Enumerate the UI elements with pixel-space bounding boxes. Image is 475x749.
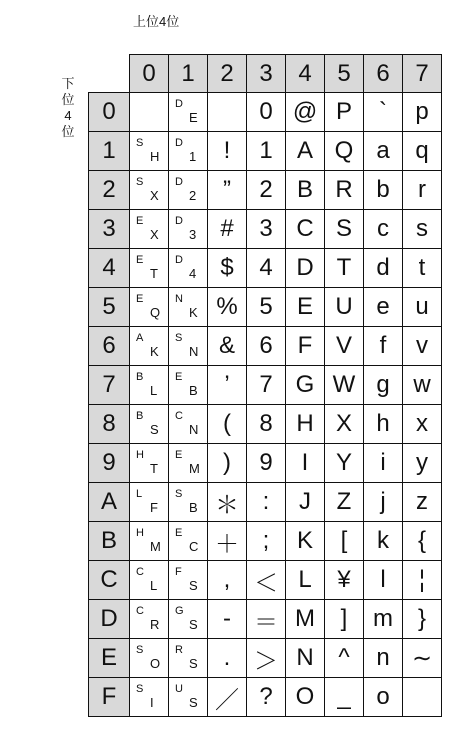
row-header: 3 — [89, 210, 130, 249]
char-cell: ’ — [208, 366, 247, 405]
table-corner — [89, 55, 130, 93]
char-cell: O — [286, 678, 325, 717]
control-code-cell — [169, 405, 208, 444]
control-code-cell — [169, 132, 208, 171]
control-code-upper: H — [136, 449, 144, 461]
char-cell: _ — [325, 678, 364, 717]
char-cell: z — [403, 483, 442, 522]
char-cell: p — [403, 93, 442, 132]
control-code-lower: S — [189, 656, 198, 671]
char-cell: 9 — [247, 444, 286, 483]
control-code-lower: B — [189, 500, 198, 515]
control-code-cell — [130, 522, 169, 561]
lower-title-char: 下 — [61, 76, 75, 91]
char-cell — [208, 93, 247, 132]
control-code-upper: N — [175, 293, 183, 305]
control-code-upper: U — [175, 683, 183, 695]
char-cell: L — [286, 561, 325, 600]
row-header: B — [89, 522, 130, 561]
control-code-upper: D — [175, 137, 183, 149]
char-cell: ＜ — [247, 561, 286, 600]
char-cell: ( — [208, 405, 247, 444]
char-cell: ／ — [208, 678, 247, 717]
column-header-row — [89, 55, 442, 93]
char-cell: j — [364, 483, 403, 522]
control-code-lower: 3 — [189, 227, 197, 242]
control-code-cell — [169, 327, 208, 366]
char-cell: I — [286, 444, 325, 483]
lower-title-char: 位 — [61, 92, 75, 107]
row-header: 6 — [89, 327, 130, 366]
char-cell: s — [403, 210, 442, 249]
char-cell: A — [286, 132, 325, 171]
column-header: 7 — [403, 55, 442, 93]
control-code-upper: S — [136, 644, 144, 656]
control-code-cell — [130, 249, 169, 288]
control-code-upper: E — [175, 527, 183, 539]
char-cell: u — [403, 288, 442, 327]
control-code-cell — [169, 171, 208, 210]
control-code-lower: R — [150, 617, 160, 632]
control-code-lower: M — [150, 539, 161, 554]
control-code-cell — [130, 171, 169, 210]
control-code-upper: E — [136, 293, 144, 305]
control-code-lower: X — [150, 227, 159, 242]
char-cell: $ — [208, 249, 247, 288]
char-cell: v — [403, 327, 442, 366]
lower-title-char: 位 — [61, 124, 75, 139]
table-row — [89, 678, 442, 717]
char-cell: B — [286, 171, 325, 210]
control-code-cell — [169, 639, 208, 678]
char-cell: Z — [325, 483, 364, 522]
control-code-cell — [169, 678, 208, 717]
control-code-lower: L — [150, 578, 158, 593]
control-code-cell — [130, 483, 169, 522]
control-code-lower: 1 — [189, 149, 197, 164]
row-header: A — [89, 483, 130, 522]
control-code-cell — [130, 561, 169, 600]
control-code-lower: X — [150, 188, 159, 203]
lower-4bit-title — [58, 76, 78, 140]
control-code-cell — [169, 600, 208, 639]
column-header: 5 — [325, 55, 364, 93]
char-cell: [ — [325, 522, 364, 561]
table-row — [89, 444, 442, 483]
row-header: 1 — [89, 132, 130, 171]
char-cell — [130, 93, 169, 132]
char-cell: , — [208, 561, 247, 600]
control-code-lower: N — [189, 422, 199, 437]
char-cell: 8 — [247, 405, 286, 444]
table-row — [89, 600, 442, 639]
control-code-cell — [130, 288, 169, 327]
char-cell: a — [364, 132, 403, 171]
table-row — [89, 171, 442, 210]
char-cell: ; — [247, 522, 286, 561]
char-cell: 2 — [247, 171, 286, 210]
control-code-lower: K — [189, 305, 198, 320]
control-code-lower: K — [150, 344, 159, 359]
control-code-lower: 2 — [189, 188, 197, 203]
row-header: 5 — [89, 288, 130, 327]
char-cell: G — [286, 366, 325, 405]
char-cell: ) — [208, 444, 247, 483]
control-code-upper: C — [136, 605, 144, 617]
char-cell: % — [208, 288, 247, 327]
control-code-lower: L — [150, 383, 158, 398]
lower-title-char: 4 — [64, 108, 72, 123]
control-code-lower: S — [189, 617, 198, 632]
char-cell: # — [208, 210, 247, 249]
table-row — [89, 561, 442, 600]
column-header: 2 — [208, 55, 247, 93]
control-code-lower: 4 — [189, 266, 197, 281]
char-cell: ! — [208, 132, 247, 171]
control-code-upper: L — [136, 488, 143, 500]
row-header: F — [89, 678, 130, 717]
control-code-upper: D — [175, 254, 183, 266]
char-cell: m — [364, 600, 403, 639]
control-code-lower: C — [189, 539, 199, 554]
table-row — [89, 522, 442, 561]
control-code-upper: E — [136, 215, 144, 227]
control-code-cell — [130, 327, 169, 366]
char-cell: 4 — [247, 249, 286, 288]
control-code-upper: C — [136, 566, 144, 578]
char-cell: k — [364, 522, 403, 561]
char-cell: ` — [364, 93, 403, 132]
control-code-lower: S — [189, 578, 198, 593]
control-code-upper: S — [136, 137, 144, 149]
control-code-lower: T — [150, 461, 158, 476]
control-code-cell — [169, 483, 208, 522]
control-code-lower: E — [189, 110, 198, 125]
row-header: E — [89, 639, 130, 678]
control-code-cell — [130, 600, 169, 639]
table-row — [89, 405, 442, 444]
table-row — [89, 249, 442, 288]
char-cell: f — [364, 327, 403, 366]
table-row — [89, 639, 442, 678]
char-cell: ” — [208, 171, 247, 210]
control-code-lower: N — [189, 344, 199, 359]
control-code-upper: B — [136, 371, 144, 383]
control-code-lower: F — [150, 500, 158, 515]
control-code-lower: B — [189, 383, 198, 398]
control-code-upper: S — [136, 176, 144, 188]
control-code-upper: A — [136, 332, 144, 344]
char-cell: { — [403, 522, 442, 561]
char-cell: ¦ — [403, 561, 442, 600]
char-cell: : — [247, 483, 286, 522]
char-cell: x — [403, 405, 442, 444]
control-code-upper: S — [175, 488, 183, 500]
char-cell: S — [325, 210, 364, 249]
char-cell: ] — [325, 600, 364, 639]
char-cell: i — [364, 444, 403, 483]
char-cell: o — [364, 678, 403, 717]
column-header: 4 — [286, 55, 325, 93]
char-cell: w — [403, 366, 442, 405]
char-cell: P — [325, 93, 364, 132]
char-cell: U — [325, 288, 364, 327]
char-cell: & — [208, 327, 247, 366]
char-cell: h — [364, 405, 403, 444]
control-code-cell — [169, 444, 208, 483]
control-code-cell — [130, 639, 169, 678]
row-header: 2 — [89, 171, 130, 210]
control-code-cell — [169, 561, 208, 600]
control-code-lower: S — [150, 422, 159, 437]
char-cell: T — [325, 249, 364, 288]
control-code-cell — [130, 678, 169, 717]
control-code-upper: D — [175, 215, 183, 227]
char-cell: J — [286, 483, 325, 522]
char-cell: e — [364, 288, 403, 327]
row-header: D — [89, 600, 130, 639]
char-cell: H — [286, 405, 325, 444]
char-cell: ¥ — [325, 561, 364, 600]
row-header: 0 — [89, 93, 130, 132]
column-header: 1 — [169, 55, 208, 93]
char-cell: l — [364, 561, 403, 600]
control-code-lower: I — [150, 695, 154, 710]
char-cell: 3 — [247, 210, 286, 249]
char-cell: b — [364, 171, 403, 210]
char-cell: N — [286, 639, 325, 678]
row-header: 7 — [89, 366, 130, 405]
char-cell: C — [286, 210, 325, 249]
char-cell: y — [403, 444, 442, 483]
control-code-cell — [169, 366, 208, 405]
table-row — [89, 93, 442, 132]
control-code-lower: O — [150, 656, 161, 671]
char-cell: F — [286, 327, 325, 366]
control-code-lower: H — [150, 149, 160, 164]
upper-4bit-title: 上位4位 — [133, 14, 180, 29]
column-header: 0 — [130, 55, 169, 93]
char-cell: - — [208, 600, 247, 639]
row-header: C — [89, 561, 130, 600]
table-row — [89, 210, 442, 249]
row-header: 8 — [89, 405, 130, 444]
control-code-upper: D — [175, 98, 183, 110]
char-cell: 7 — [247, 366, 286, 405]
control-code-upper: S — [175, 332, 183, 344]
control-code-cell — [130, 405, 169, 444]
char-cell: 6 — [247, 327, 286, 366]
char-cell: d — [364, 249, 403, 288]
char-cell: n — [364, 639, 403, 678]
control-code-cell — [130, 132, 169, 171]
control-code-cell — [169, 210, 208, 249]
char-cell: R — [325, 171, 364, 210]
char-cell: ^ — [325, 639, 364, 678]
char-cell: ＞ — [247, 639, 286, 678]
char-cell: ? — [247, 678, 286, 717]
char-cell: . — [208, 639, 247, 678]
control-code-cell — [169, 249, 208, 288]
char-cell: X — [325, 405, 364, 444]
char-cell: g — [364, 366, 403, 405]
control-code-upper: H — [136, 527, 144, 539]
table-row — [89, 327, 442, 366]
control-code-upper: E — [136, 254, 144, 266]
column-header: 3 — [247, 55, 286, 93]
control-code-cell — [130, 366, 169, 405]
row-header: 9 — [89, 444, 130, 483]
char-cell: Y — [325, 444, 364, 483]
control-code-lower: M — [189, 461, 200, 476]
control-code-lower: S — [189, 695, 198, 710]
char-cell: ＊ — [208, 483, 247, 522]
char-cell: 5 — [247, 288, 286, 327]
control-code-upper: B — [136, 410, 144, 422]
char-cell: r — [403, 171, 442, 210]
char-cell: } — [403, 600, 442, 639]
char-cell: c — [364, 210, 403, 249]
char-cell: W — [325, 366, 364, 405]
table-row — [89, 288, 442, 327]
table-row — [89, 132, 442, 171]
control-code-upper: R — [175, 644, 183, 656]
char-cell: D — [286, 249, 325, 288]
char-cell: E — [286, 288, 325, 327]
char-cell: t — [403, 249, 442, 288]
control-code-lower: T — [150, 266, 158, 281]
control-code-upper: S — [136, 683, 144, 695]
char-cell: V — [325, 327, 364, 366]
control-code-cell — [169, 93, 208, 132]
control-code-upper: D — [175, 176, 183, 188]
char-cell: M — [286, 600, 325, 639]
control-code-upper: E — [175, 449, 183, 461]
table-row — [89, 483, 442, 522]
char-cell: ∼ — [403, 639, 442, 678]
row-header: 4 — [89, 249, 130, 288]
char-cell: Q — [325, 132, 364, 171]
character-code-table — [88, 54, 442, 717]
char-cell: 0 — [247, 93, 286, 132]
control-code-cell — [169, 522, 208, 561]
char-cell: q — [403, 132, 442, 171]
char-cell: 1 — [247, 132, 286, 171]
control-code-cell — [169, 288, 208, 327]
char-cell — [403, 678, 442, 717]
control-code-upper: C — [175, 410, 183, 422]
control-code-upper: E — [175, 371, 183, 383]
column-header: 6 — [364, 55, 403, 93]
control-code-upper: G — [175, 605, 184, 617]
control-code-upper: F — [175, 566, 182, 578]
char-cell: @ — [286, 93, 325, 132]
control-code-cell — [130, 444, 169, 483]
table-row — [89, 366, 442, 405]
control-code-lower: Q — [150, 305, 161, 320]
char-cell: ＝ — [247, 600, 286, 639]
control-code-cell — [130, 210, 169, 249]
char-cell: K — [286, 522, 325, 561]
char-cell: ＋ — [208, 522, 247, 561]
